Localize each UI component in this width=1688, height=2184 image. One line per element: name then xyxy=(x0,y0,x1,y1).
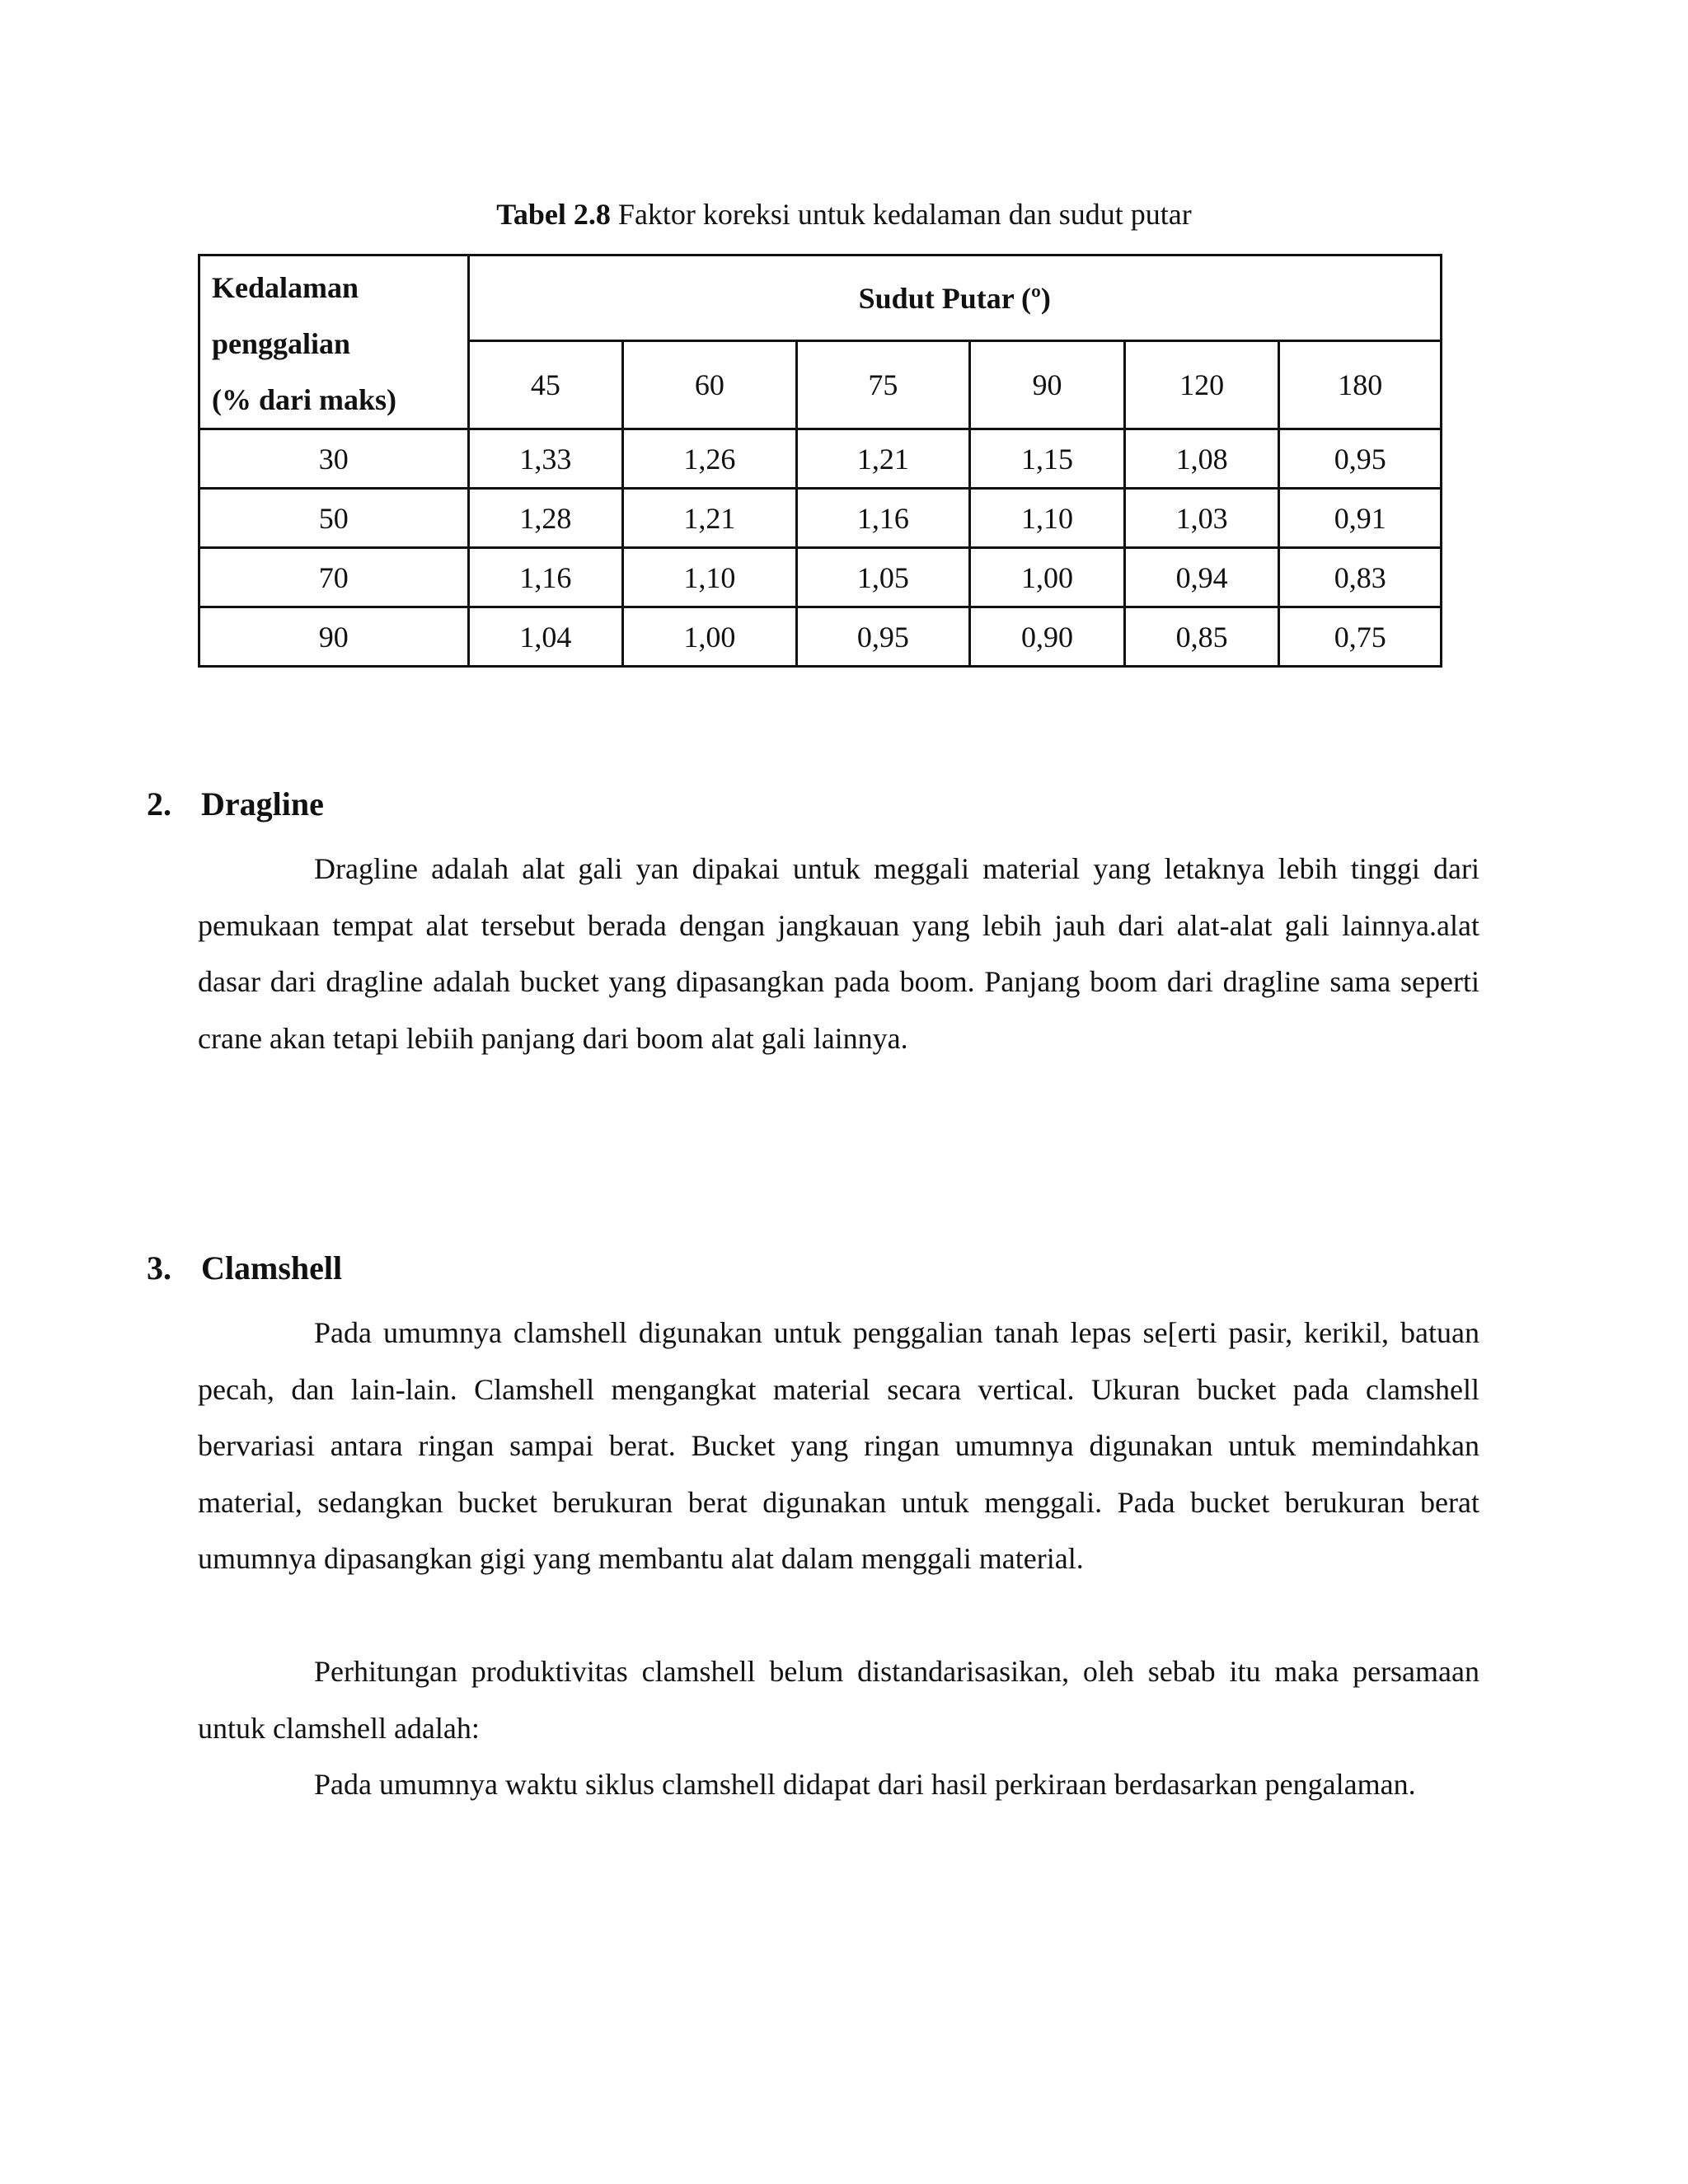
correction-factor-table xyxy=(198,254,1442,668)
factor-cell: 1,33 xyxy=(468,429,623,489)
depth-cell: 30 xyxy=(199,429,469,489)
section-title: Dragline xyxy=(201,785,324,823)
clamshell-paragraph-2: Perhitungan produktivitas clamshell belum distandarisasikan, oleh sebab itu maka persamaan untuk clamshell adalah: xyxy=(198,1655,1479,1745)
factor-cell: 1,21 xyxy=(623,489,797,548)
factor-cell: 0,90 xyxy=(970,607,1125,667)
factor-cell: 1,28 xyxy=(468,489,623,548)
table-caption-label: Tabel 2.8 xyxy=(496,198,611,231)
angle-header-cell: 60 xyxy=(623,341,797,429)
factor-cell: 1,10 xyxy=(970,489,1125,548)
table-row xyxy=(199,548,1442,607)
factor-cell: 1,26 xyxy=(623,429,797,489)
table-caption-text: Faktor koreksi untuk kedalaman dan sudut putar xyxy=(610,198,1192,231)
dragline-paragraph: Dragline adalah alat gali yan dipakai untuk meggali material yang letaknya lebih tinggi dari pemukaan tempat alat tersebut berada dengan jangkauan yang lebih jauh dari alat-alat gali lainnya.alat dasar dari dragline adalah bucket yang dipasangkan pada boom. Panjang boom dari dragline sama seperti crane akan tetapi lebiih panjang dari boom alat gali lainnya. xyxy=(198,852,1479,1055)
depth-cell: 50 xyxy=(199,489,469,548)
angle-header-cell: 120 xyxy=(1124,341,1279,429)
factor-cell: 0,75 xyxy=(1279,607,1442,667)
section-heading-dragline xyxy=(147,781,324,827)
factor-cell: 1,04 xyxy=(468,607,623,667)
angle-header-cell: 90 xyxy=(970,341,1125,429)
section-title: Clamshell xyxy=(201,1249,343,1286)
clamshell-paragraph-1: Pada umumnya clamshell digunakan untuk penggalian tanah lepas se[erti pasir, kerikil, batuan pecah, dan lain-lain. Clamshell mengangkat material secara vertical. Ukuran bucket pada clamshell bervariasi antara ringan sampai berat. Bucket yang ringan umumnya digunakan untuk memindahkan material, sedangkan bucket berukuran berat digunakan untuk menggali. Pada bucket berukuran berat umumnya dipasangkan gigi yang membantu alat dalam menggali material. xyxy=(198,1316,1479,1575)
depth-header-line: Kedalaman xyxy=(212,271,359,304)
factor-cell: 0,91 xyxy=(1279,489,1442,548)
depth-header-line: penggalian xyxy=(212,327,351,360)
factor-cell: 1,21 xyxy=(796,429,970,489)
factor-cell: 1,15 xyxy=(970,429,1125,489)
factor-cell: 0,95 xyxy=(796,607,970,667)
depth-column-header xyxy=(199,255,469,429)
factor-cell: 1,05 xyxy=(796,548,970,607)
factor-cell: 0,83 xyxy=(1279,548,1442,607)
section-heading-clamshell xyxy=(147,1245,342,1291)
swing-angle-header: Sudut Putar (º) xyxy=(468,255,1441,341)
factor-cell: 1,16 xyxy=(796,489,970,548)
section-number: 3. xyxy=(147,1249,171,1286)
factor-cell: 1,00 xyxy=(970,548,1125,607)
table-row xyxy=(199,429,1442,489)
angle-header-cell: 75 xyxy=(796,341,970,429)
table-caption xyxy=(0,194,1688,234)
section-number: 2. xyxy=(147,785,171,823)
depth-cell: 90 xyxy=(199,607,469,667)
factor-cell: 0,95 xyxy=(1279,429,1442,489)
factor-cell: 1,08 xyxy=(1124,429,1279,489)
table-row xyxy=(199,607,1442,667)
factor-cell: 1,16 xyxy=(468,548,623,607)
clamshell-paragraph-3: Pada umumnya waktu siklus clamshell didapat dari hasil perkiraan berdasarkan pengalaman. xyxy=(314,1768,1416,1801)
factor-cell: 1,00 xyxy=(623,607,797,667)
table-row xyxy=(199,489,1442,548)
depth-header-line: (% dari maks) xyxy=(212,383,396,416)
depth-cell: 70 xyxy=(199,548,469,607)
factor-cell: 1,10 xyxy=(623,548,797,607)
angle-header-cell: 180 xyxy=(1279,341,1442,429)
angle-header-cell: 45 xyxy=(468,341,623,429)
factor-cell: 0,85 xyxy=(1124,607,1279,667)
factor-cell: 0,94 xyxy=(1124,548,1279,607)
factor-cell: 1,03 xyxy=(1124,489,1279,548)
